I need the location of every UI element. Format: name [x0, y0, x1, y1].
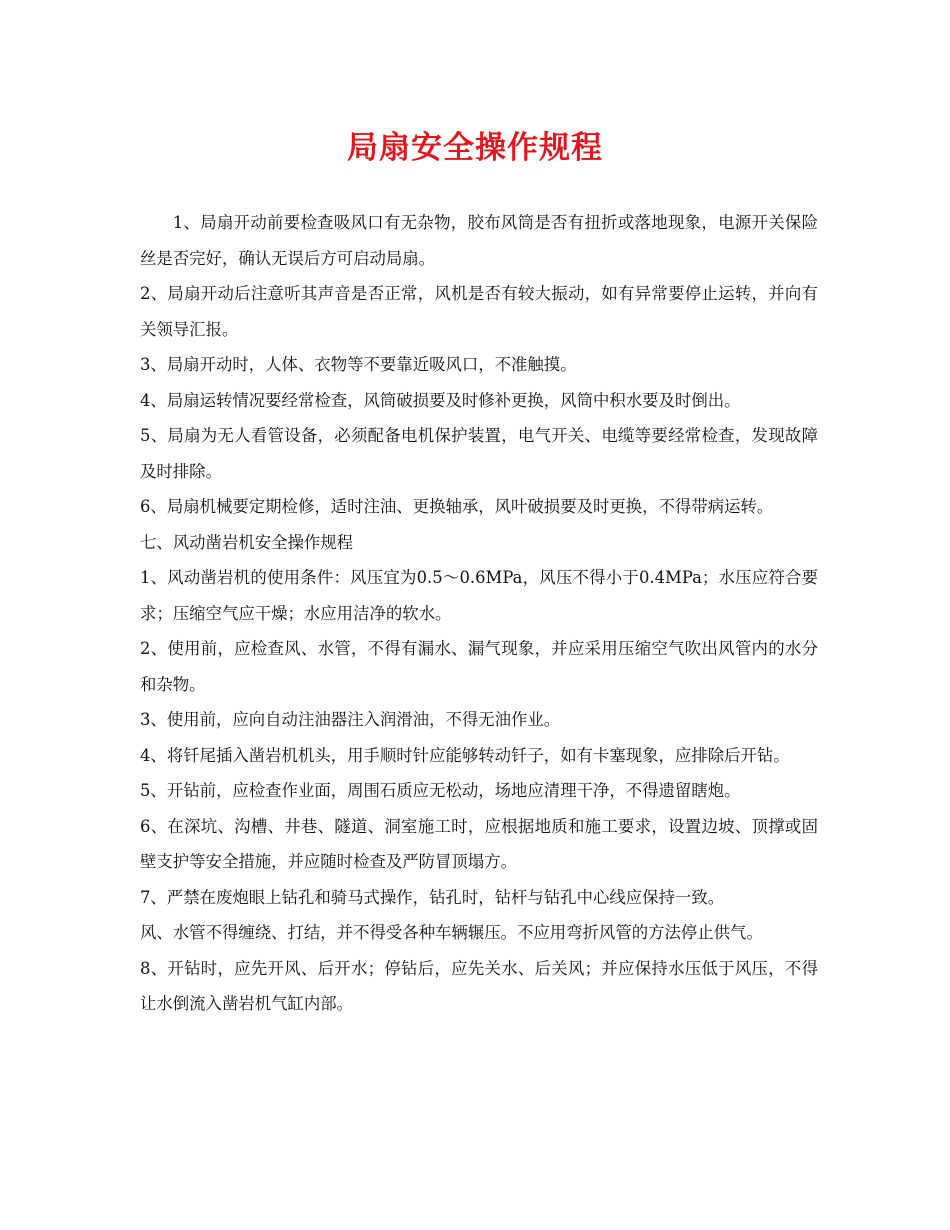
paragraph: 6、局扇机械要定期检修，适时注油、更换轴承，风叶破损要及时更换，不得带病运转。 [140, 497, 774, 516]
page-title: 局扇安全操作规程 [347, 130, 603, 166]
paragraph: 5、开钻前，应检查作业面，周围石质应无松动，场地应清理干净，不得遗留瞎炮。 [140, 781, 741, 800]
paragraph: 8、开钻时，应先开风、后开水；停钻后，应先关水、后关风；并应保持水压低于风压，不得让水倒流入凿岩机气缸内部。 [140, 958, 818, 1013]
paragraph: 2、局扇开动后注意听其声音是否正常，风机是否有较大振动，如有异常要停止运转，并向有关领导汇报。 [140, 284, 818, 339]
paragraph: 1、局扇开动前要检查吸风口有无杂物，胶布风筒是否有扭折或落地现象，电源开关保险丝是否完好，确认无误后方可启动局扇。 [140, 213, 818, 268]
paragraph: 3、使用前，应向自动注油器注入润滑油，不得无油作业。 [140, 710, 561, 729]
paragraph: 风、水管不得缠绕、打结，并不得受各种车辆辗压。不应用弯折风管的方法停止供气。 [140, 923, 763, 942]
section-heading: 七、风动凿岩机安全操作规程 [140, 532, 354, 552]
paragraph: 2、使用前，应检查风、水管，不得有漏水、漏气现象，并应采用压缩空气吹出风管内的水分和杂物。 [140, 639, 818, 694]
paragraph: 4、局扇运转情况要经常检查，风筒破损要及时修补更换，风筒中积水要及时倒出。 [140, 390, 741, 410]
paragraph: 4、将钎尾插入凿岩机机头，用手顺时针应能够转动钎子，如有卡塞现象，应排除后开钻。 [140, 745, 790, 765]
paragraph: 5、局扇为无人看管设备，必须配备电机保护装置，电气开关、电缆等要经常检查，发现故障及时排除。 [140, 426, 818, 481]
paragraph: 3、局扇开动时，人体、衣物等不要靠近吸风口，不准触摸。 [140, 355, 577, 374]
paragraph: 6、在深坑、沟槽、井巷、隧道、洞室施工时，应根据地质和施工要求，设置边坡、顶撑或固壁支护等安全措施，并应随时检查及严防冒顶塌方。 [140, 816, 818, 871]
paragraph: 7、严禁在废炮眼上钻孔和骑马式操作，钻孔时，钻杆与钻孔中心线应保持一致。 [140, 887, 725, 907]
document-body [140, 205, 818, 1022]
paragraph: 1、风动凿岩机的使用条件：风压宜为0.5～0.6MPa，风压不得小于0.4MPa；水压应符合要求；压缩空气应干燥；水应用洁净的软水。 [140, 568, 818, 623]
